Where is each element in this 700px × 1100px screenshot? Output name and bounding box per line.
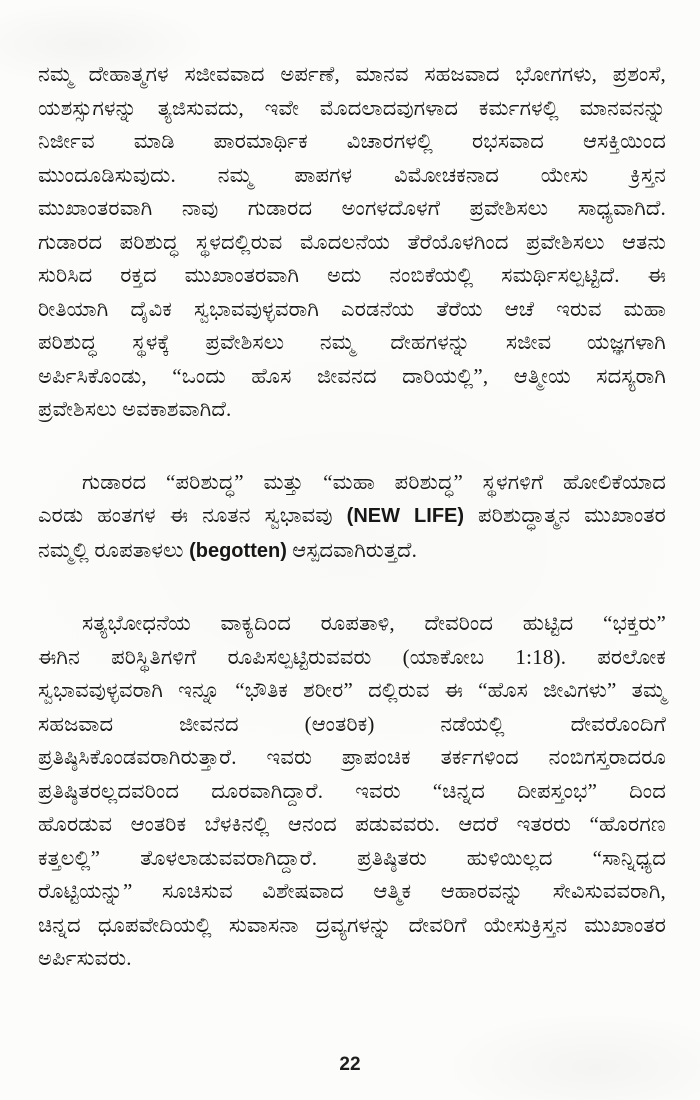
text-line: ಅರ್ಪಿಸಿಕೊಂಡು, “ಒಂದು ಹೊಸ ಜೀವನದ ದಾರಿಯಲ್ಲಿ”, ಆತ್ಮೀಯ ಸದಸ್ಯರಾಗಿ <box>38 363 666 388</box>
text-line: ಗುಡಾರದ “ಪರಿಶುದ್ಧ” ಮತ್ತು “ಮಹಾ ಪರಿಶುದ್ಧ” ಸ್ಥಳಗಳಿಗೆ ಹೋಲಿಕೆಯಾದ <box>82 469 666 494</box>
text-line: ಈಗಿನ ಪರಿಸ್ಥಿತಿಗಳಿಗೆ ರೂಪಿಸಲ್ಪಟ್ಟಿರುವವರು (ಯಾಕೋಬ 1:18). ಪರಲೋಕ <box>38 644 666 669</box>
text-line: ನಮ್ಮಲ್ಲಿ ರೂಪತಾಳಲು (begotten) ಆಸ್ಪದವಾಗಿರುತ್ತದೆ. <box>38 537 418 562</box>
text-line: ಚಿನ್ನದ ಧೂಪವೇದಿಯಲ್ಲಿ ಸುವಾಸನಾ ದ್ರವ್ಯಗಳನ್ನು ದೇವರಿಗೆ ಯೇಸುಕ್ರಿಸ್ತನ ಮುಖಾಂತರ <box>38 912 666 937</box>
text-line: ರೀತಿಯಾಗಿ ದೈವಿಕ ಸ್ವಭಾವವುಳ್ಳವರಾಗಿ ಎರಡನೆಯ ತೆರೆಯ ಆಚೆ ಇರುವ ಮಹಾ <box>38 296 666 321</box>
text-line: ಪ್ರವೇಶಿಸಲು ಅವಕಾಶವಾಗಿದೆ. <box>38 397 232 421</box>
paragraph <box>38 466 666 569</box>
text-line: ಯಶಸ್ಸುಗಳನ್ನು ತ್ಯಜಿಸುವದು, ಇವೇ ಮೊದಲಾದವುಗಳಾದ ಕರ್ಮಗಳಲ್ಲಿ ಮಾನವನನ್ನು <box>38 95 666 120</box>
text-line: ನಮ್ಮ ದೇಹಾತ್ಮಗಳ ಸಜೀವವಾದ ಅರ್ಪಣೆ, ಮಾನವ ಸಹಜವಾದ ಭೋಗಗಳು, ಪ್ರಶಂಸೆ, <box>38 62 666 86</box>
paragraph <box>38 607 666 976</box>
text-line: ಕತ್ತಲಲ್ಲಿ” ತೊಳಲಾಡುವವರಾಗಿದ್ದಾರೆ. ಪ್ರತಿಷ್ಠಿತರು ಹುಳಿಯಿಲ್ಲದ “ಸಾನ್ನಿಧ್ಯದ <box>38 845 666 870</box>
text-line: ಮುಖಾಂತರವಾಗಿ ನಾವು ಗುಡಾರದ ಅಂಗಳದೊಳಗೆ ಪ್ರವೇಶಿಸಲು ಸಾಧ್ಯವಾಗಿದೆ. <box>38 196 666 220</box>
text-line: ಸಹಜವಾದ ಜೀವನದ (ಆಂತರಿಕ) ನಡೆಯಲ್ಲಿ ದೇವರೊಂದಿಗೆ <box>38 711 666 736</box>
text-line: ಸುರಿಸಿದ ರಕ್ತದ ಮುಖಾಂತರವಾಗಿ ಅದು ನಂಬಿಕೆಯಲ್ಲಿ ಸಮರ್ಥಿಸಲ್ಪಟ್ಟಿದೆ. ಈ <box>38 263 666 287</box>
paragraph <box>38 58 666 427</box>
text-line: ಮುಂದೂಡಿಸುವುದು. ನಮ್ಮ ಪಾಪಗಳ ವಿಮೋಚಕನಾದ ಯೇಸು ಕ್ರಿಸ್ತನ <box>38 162 666 187</box>
text-line: ಪ್ರತಿಷ್ಠಿಸಿಕೊಂಡವರಾಗಿರುತ್ತಾರೆ. ಇವರು ಪ್ರಾಪಂಚಿಕ ತರ್ಕಗಳಿಂದ ನಂಬಿಗಸ್ತರಾದರೂ <box>38 745 666 769</box>
text-line: ಗುಡಾರದ ಪರಿಶುದ್ಧ ಸ್ಥಳದಲ್ಲಿರುವ ಮೊದಲನೆಯ ತೆರೆಯೊಳಗಿಂದ ಪ್ರವೇಶಿಸಲು ಆತನು <box>38 229 666 254</box>
text-line: ಎರಡು ಹಂತಗಳ ಈ ನೂತನ ಸ್ವಭಾವವು (NEW LIFE) ಪರಿಶುದ್ಧಾತ್ಮನ ಮುಖಾಂತರ <box>38 503 666 527</box>
text-line: ಸ್ವಭಾವವುಳ್ಳವರಾಗಿ ಇನ್ನೂ “ಭೌತಿಕ ಶರೀರ” ದಲ್ಲಿರುವ ಈ “ಹೊಸ ಜೀವಿಗಳು” ತಮ್ಮ <box>38 678 666 702</box>
text-line: ಪರಿಶುದ್ಧ ಸ್ಥಳಕ್ಕೆ ಪ್ರವೇಶಿಸಲು ನಮ್ಮ ದೇಹಗಳನ್ನು ಸಜೀವ ಯಜ್ಞಗಳಾಗಿ <box>38 330 666 354</box>
body-text <box>38 58 666 976</box>
text-line: ಸತ್ಯಭೋಧನೆಯ ವಾಕ್ಯದಿಂದ ರೂಪತಾಳಿ, ದೇವರಿಂದ ಹುಟ್ಟಿದ “ಭಕ್ತರು” <box>82 611 666 635</box>
text-line: ರೊಟ್ಟಿಯನ್ನು” ಸೂಚಿಸುವ ವಿಶೇಷವಾದ ಆತ್ಮಿಕ ಆಹಾರವನ್ನು ಸೇವಿಸುವವರಾಗಿ, <box>38 879 666 903</box>
text-line: ಪ್ರತಿಷ್ಠಿತರಲ್ಲದವರಿಂದ ದೂರವಾಗಿದ್ದಾರೆ. ಇವರು “ಚಿನ್ನದ ದೀಪಸ್ತಂಭ” ದಿಂದ <box>38 778 666 803</box>
page-number: 22 <box>339 1054 361 1075</box>
text-line: ಅರ್ಪಿಸುವರು. <box>38 946 132 970</box>
text-line: ಹೊರಡುವ ಆಂತರಿಕ ಬೆಳಕಿನಲ್ಲಿ ಆನಂದ ಪಡುವವರು. ಆದರೆ ಇತರರು “ಹೊರಗಣ <box>38 812 666 836</box>
text-line: ನಿರ್ಜೀವ ಮಾಡಿ ಪಾರಮಾರ್ಥಿಕ ವಿಚಾರಗಳಲ್ಲಿ ರಭಸವಾದ ಆಸಕ್ತಿಯಿಂದ <box>38 129 666 153</box>
